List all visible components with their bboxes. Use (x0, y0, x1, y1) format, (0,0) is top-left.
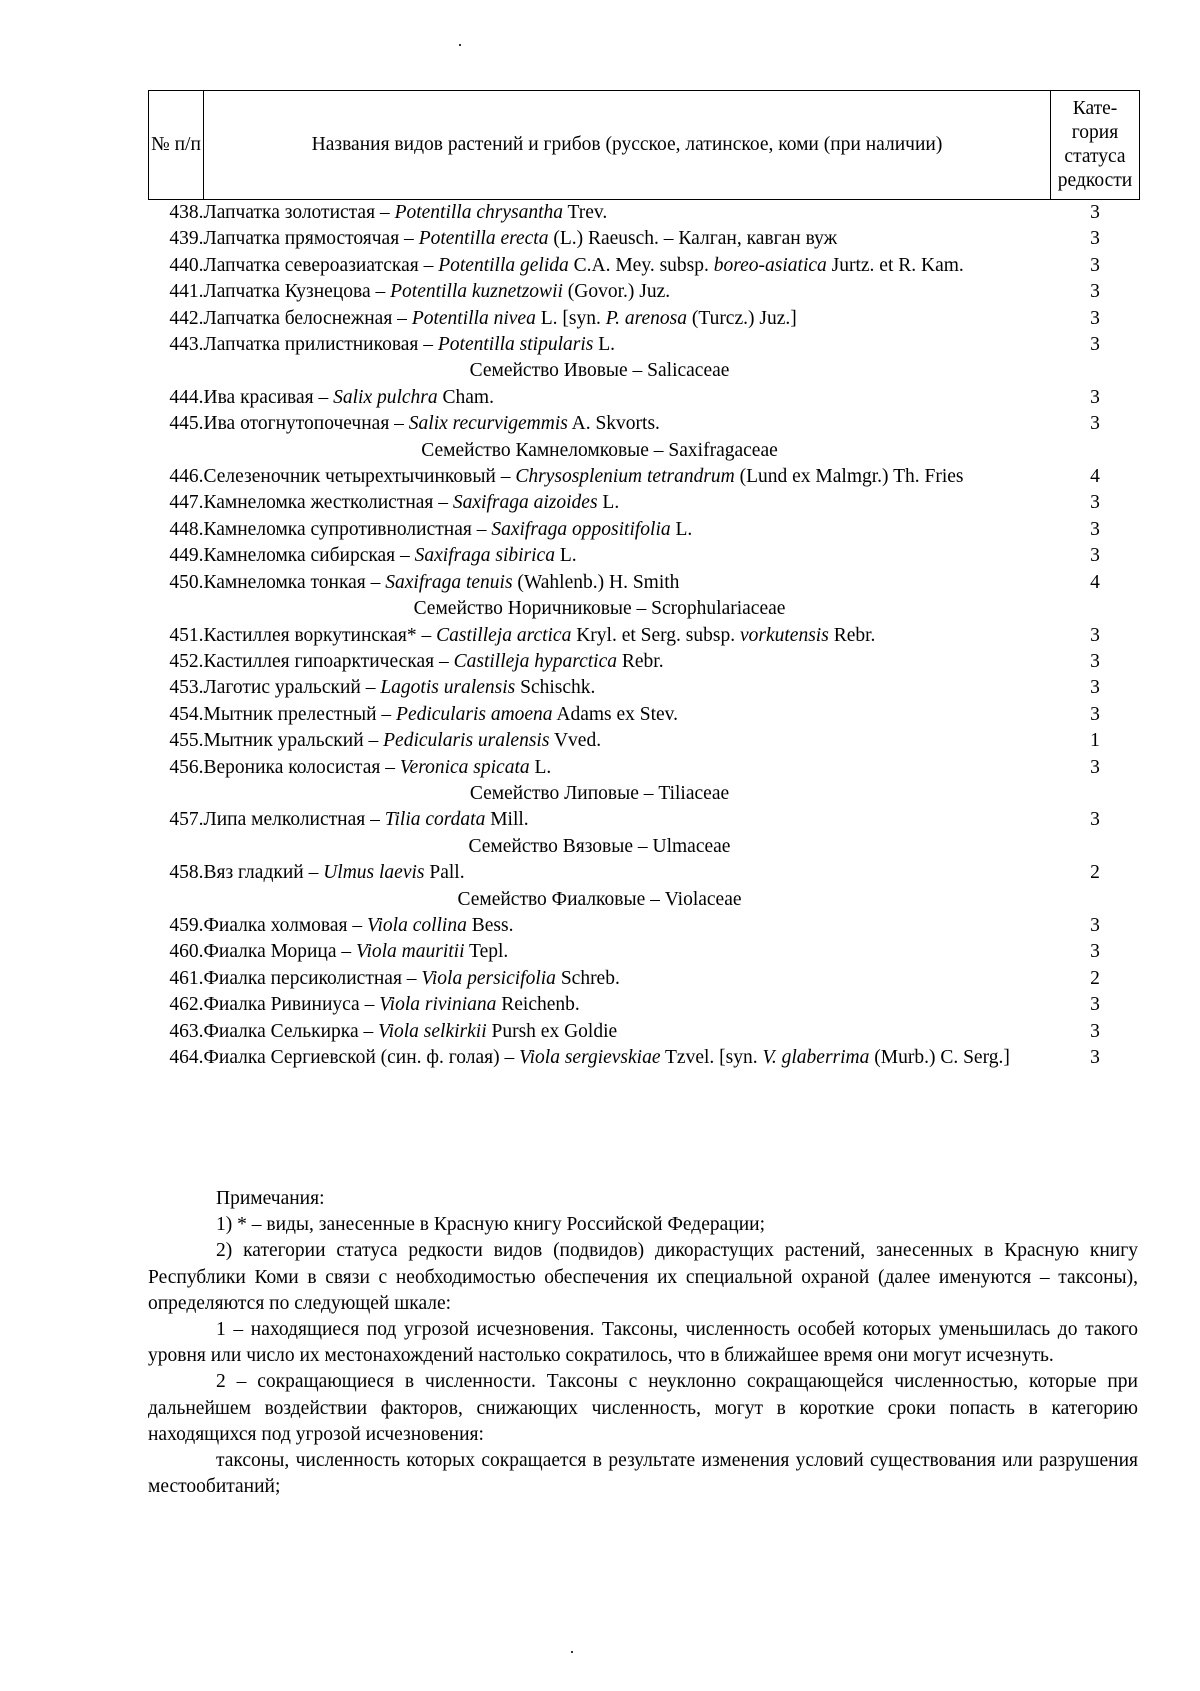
species-name (204, 755, 1051, 781)
name-authority: Cham. (437, 386, 494, 408)
species-row (149, 517, 1140, 543)
species-number: 458. (169, 862, 204, 884)
family-heading: Семейство Липовые – Tiliaceae (469, 782, 730, 804)
name-russian: Вероника колосистая – (203, 756, 400, 778)
rarity-category: 3 (1090, 202, 1100, 223)
name-authority: Pursh ex Goldie (486, 1020, 618, 1042)
name-latin: Viola riviniana (379, 994, 497, 1016)
species-name (204, 939, 1051, 965)
species-number: 443. (169, 334, 204, 356)
name-latin: Viola mauritii (356, 941, 465, 963)
name-russian: Ива отогнутопочечная – (203, 413, 409, 435)
species-row (149, 570, 1140, 596)
species-row (149, 306, 1140, 332)
species-name (204, 490, 1051, 516)
species-name (204, 226, 1051, 252)
name-russian: Лапчатка прилистниковая – (203, 334, 438, 356)
name-authority: C.A. Mey. subsp. (568, 254, 714, 276)
category-1-description: 1 – находящиеся под угрозой исчезновения. Таксоны, численность особей которых уменьшилась до такого уровня или число их местонахождений настолько сократилось, что в ближайшее время они могут исчезнуть. (148, 1319, 1138, 1367)
name-russian: Фиалка персиколистная – (203, 967, 422, 989)
species-number: 451. (169, 624, 204, 646)
name-latin: Viola persicifolia (421, 967, 556, 989)
header-name: Названия видов растений и грибов (русское, латинское, коми (при наличии) (204, 91, 1051, 200)
rarity-category: 3 (1090, 545, 1100, 567)
rarity-category: 3 (1090, 492, 1100, 514)
species-number: 447. (169, 492, 204, 514)
species-table (148, 90, 1140, 1071)
name-authority: (L.) Raeusch. – Калган, кавган вуж (548, 228, 838, 250)
name-russian: Лапчатка прямостоячая – (203, 228, 419, 250)
name-authority: Reichenb. (496, 994, 580, 1016)
name-russian: Мытник уральский – (203, 730, 384, 752)
rarity-category: 3 (1090, 941, 1100, 963)
species-name (204, 411, 1051, 437)
family-category-empty (1051, 887, 1140, 913)
species-number: 459. (169, 914, 204, 936)
name-latin: Pedicularis amoena (396, 703, 553, 725)
name-latin: Pedicularis uralensis (383, 730, 550, 752)
name-authority: (Govor.) Juz. (562, 281, 671, 303)
species-number: 439. (169, 228, 204, 250)
scan-speck (459, 44, 461, 46)
species-name (204, 464, 1051, 490)
name-russian: Селезеночник четырехтычинковый – (203, 466, 516, 488)
species-row (149, 807, 1140, 833)
rarity-category: 2 (1090, 862, 1100, 884)
name-authority: L. [syn. (535, 307, 606, 329)
species-number: 438. (169, 202, 204, 223)
family-row (149, 358, 1140, 384)
family-row (149, 438, 1140, 464)
name-latin: Potentilla erecta (418, 228, 549, 250)
family-row (149, 596, 1140, 622)
species-number: 463. (169, 1020, 204, 1042)
rarity-category: 3 (1090, 254, 1100, 276)
name-latin: Castilleja arctica (436, 624, 572, 646)
name-latin: Castilleja hyparctica (453, 650, 617, 672)
species-row (149, 200, 1140, 227)
species-row (149, 279, 1140, 305)
name-authority-extra: Rebr. (828, 624, 876, 646)
species-row (149, 728, 1140, 754)
name-russian: Фиалка Сергиевской (син. ф. голая) – (203, 1047, 520, 1068)
name-russian: Фиалка холмовая – (203, 914, 368, 936)
family-row (149, 781, 1140, 807)
species-name (204, 543, 1051, 569)
species-number: 453. (169, 677, 204, 699)
species-name (204, 200, 1051, 227)
table-header-row (149, 91, 1140, 200)
name-russian: Кастиллея воркутинская* – (203, 624, 437, 646)
family-heading: Семейство Вязовые – Ulmaceae (468, 835, 731, 857)
notes-title: Примечания: (216, 1188, 325, 1209)
name-authority-extra: (Murb.) C. Serg.] (869, 1047, 1010, 1068)
species-row (149, 490, 1140, 516)
species-row (149, 411, 1140, 437)
name-russian: Камнеломка сибирская – (203, 545, 415, 567)
species-number: 462. (169, 994, 204, 1016)
species-number: 445. (169, 413, 204, 435)
rarity-category: 4 (1090, 466, 1100, 488)
species-row (149, 649, 1140, 675)
species-row (149, 226, 1140, 252)
species-number: 440. (169, 254, 204, 276)
species-number: 448. (169, 518, 204, 540)
name-authority: Schischk. (515, 677, 596, 699)
name-russian: Лапчатка Кузнецова – (203, 281, 391, 303)
name-authority: Trev. (563, 202, 608, 223)
rarity-category: 3 (1090, 914, 1100, 936)
name-russian: Лапчатка белоснежная – (203, 307, 412, 329)
name-russian: Липа мелколистная – (203, 809, 385, 831)
name-latin: Viola collina (367, 914, 467, 936)
name-latin: Saxifraga tenuis (385, 571, 513, 593)
name-latin: Ulmus laevis (323, 862, 425, 884)
name-authority-extra: Jurtz. et R. Kam. (826, 254, 964, 276)
species-row (149, 939, 1140, 965)
species-name (204, 913, 1051, 939)
scan-speck (571, 1651, 573, 1653)
name-authority: L. (597, 492, 620, 514)
species-name (204, 385, 1051, 411)
species-name (204, 702, 1051, 728)
rarity-category: 3 (1090, 677, 1100, 699)
rarity-category: 3 (1090, 624, 1100, 646)
name-latin-extra: P. arenosa (605, 307, 687, 329)
rarity-category: 1 (1090, 730, 1100, 752)
family-heading: Семейство Ивовые – Salicaceae (469, 360, 730, 382)
name-russian: Вяз гладкий – (203, 862, 324, 884)
species-row (149, 1019, 1140, 1045)
name-authority: (Lund ex Malmgr.) Th. Fries (734, 466, 964, 488)
name-latin: Viola selkirkii (378, 1020, 487, 1042)
species-name (204, 1045, 1051, 1071)
name-latin: Lagotis uralensis (380, 677, 516, 699)
name-russian: Лаготис уральский – (203, 677, 381, 699)
note-2: 2) категории статуса редкости видов (подвидов) дикорастущих растений, занесенных в Красную книгу Республики Коми в связи с необходимостью обеспечения их специальной охраной (далее именуются – таксоны), определяются по следующей шкале: (148, 1240, 1138, 1314)
name-authority: Tzvel. [syn. (660, 1047, 763, 1068)
name-russian: Лапчатка золотистая – (203, 202, 395, 223)
family-heading: Семейство Камнеломковые – Saxifragaceae (421, 439, 778, 461)
name-authority: A. Skvorts. (567, 413, 660, 435)
name-russian: Камнеломка жестколистная – (203, 492, 453, 514)
name-latin: Saxifraga oppositifolia (491, 518, 671, 540)
note-1: 1) * – виды, занесенные в Красную книгу Российской Федерации; (216, 1214, 765, 1236)
name-russian: Мытник прелестный – (203, 703, 397, 725)
name-russian: Фиалка Морица – (203, 941, 356, 963)
species-number: 449. (169, 545, 204, 567)
name-russian: Фиалка Селькирка – (203, 1020, 379, 1042)
name-latin-extra: vorkutensis (739, 624, 829, 646)
species-name (204, 992, 1051, 1018)
family-category-empty (1051, 781, 1140, 807)
species-name (204, 966, 1051, 992)
species-name (204, 1019, 1051, 1045)
name-latin: Potentilla kuznetzowii (390, 281, 563, 303)
rarity-category: 3 (1090, 1047, 1100, 1068)
name-authority: Kryl. et Serg. subsp. (571, 624, 740, 646)
species-name (204, 279, 1051, 305)
name-russian: Лапчатка североазиатская – (203, 254, 439, 276)
species-row (149, 464, 1140, 490)
species-row (149, 966, 1140, 992)
name-latin: Chrysosplenium tetrandrum (515, 466, 735, 488)
rarity-category: 3 (1090, 281, 1100, 303)
name-russian: Ива красивая – (203, 386, 334, 408)
species-row (149, 860, 1140, 886)
rarity-category: 3 (1090, 228, 1100, 250)
name-authority: Adams ex Stev. (552, 703, 679, 725)
species-number: 442. (169, 307, 204, 329)
header-num: № п/п (149, 91, 204, 200)
name-authority: L. (554, 545, 577, 567)
species-name (204, 675, 1051, 701)
rarity-category: 4 (1090, 571, 1100, 593)
name-authority-extra: (Turcz.) Juz.] (686, 307, 797, 329)
name-russian: Камнеломка тонкая – (203, 571, 386, 593)
species-row (149, 755, 1140, 781)
family-row (149, 834, 1140, 860)
name-latin: Potentilla stipularis (437, 334, 594, 356)
species-row (149, 543, 1140, 569)
name-authority: Bess. (466, 914, 514, 936)
category-2-subitem: таксоны, численность которых сокращается в результате изменения условий существования или разрушения местообитаний; (148, 1450, 1138, 1498)
name-latin: Potentilla chrysantha (394, 202, 563, 223)
species-name (204, 306, 1051, 332)
species-row (149, 385, 1140, 411)
family-category-empty (1051, 834, 1140, 860)
header-category: Кате-гория статуса редкости (1051, 91, 1140, 200)
species-number: 456. (169, 756, 204, 778)
name-authority: Mill. (485, 809, 529, 831)
name-latin: Veronica spicata (399, 756, 530, 778)
name-authority: L. (670, 518, 693, 540)
species-row (149, 623, 1140, 649)
name-latin: Tilia cordata (384, 809, 486, 831)
name-authority: Schreb. (555, 967, 620, 989)
species-name (204, 807, 1051, 833)
species-row (149, 253, 1140, 279)
name-authority: Rebr. (616, 650, 664, 672)
rarity-category: 3 (1090, 307, 1100, 329)
species-row (149, 913, 1140, 939)
rarity-category: 2 (1090, 967, 1100, 989)
species-name (204, 570, 1051, 596)
family-heading: Семейство Норичниковые – Scrophulariaceae (413, 598, 786, 620)
species-number: 455. (169, 730, 204, 752)
species-row (149, 992, 1140, 1018)
rarity-category: 3 (1090, 386, 1100, 408)
name-latin: Saxifraga aizoides (452, 492, 598, 514)
name-latin: Salix pulchra (333, 386, 438, 408)
species-name (204, 860, 1051, 886)
name-latin: Potentilla nivea (411, 307, 536, 329)
name-latin: Viola sergievskiae (519, 1047, 661, 1068)
category-2-description: 2 – сокращающиеся в численности. Таксоны с неуклонно сокращающейся численностью, которые при дальнейшем воздействии факторов, снижающих численность, могут в короткие сроки попасть в категорию находящихся под угрозой исчезновения: (148, 1371, 1138, 1445)
name-russian: Кастиллея гипоарктическая – (203, 650, 454, 672)
name-latin-extra: V. glaberrima (762, 1047, 870, 1068)
species-name (204, 253, 1051, 279)
rarity-category: 3 (1090, 756, 1100, 778)
name-latin: Potentilla gelida (438, 254, 569, 276)
species-row (149, 702, 1140, 728)
species-number: 454. (169, 703, 204, 725)
rarity-category: 3 (1090, 413, 1100, 435)
name-authority: L. (529, 756, 552, 778)
species-number: 457. (169, 809, 204, 831)
family-category-empty (1051, 438, 1140, 464)
species-name (204, 649, 1051, 675)
rarity-category: 3 (1090, 650, 1100, 672)
family-category-empty (1051, 596, 1140, 622)
species-name (204, 623, 1051, 649)
species-row (149, 1045, 1140, 1071)
species-number: 461. (169, 967, 204, 989)
species-number: 450. (169, 571, 204, 593)
species-name (204, 517, 1051, 543)
rarity-category: 3 (1090, 703, 1100, 725)
species-number: 460. (169, 941, 204, 963)
name-authority: Vved. (549, 730, 602, 752)
rarity-category: 3 (1090, 1020, 1100, 1042)
species-number: 444. (169, 386, 204, 408)
species-number: 452. (169, 650, 204, 672)
name-authority: L. (593, 334, 616, 356)
rarity-category: 3 (1090, 809, 1100, 831)
name-russian: Фиалка Ривиниуса – (203, 994, 380, 1016)
rarity-category: 3 (1090, 334, 1100, 356)
rarity-category: 3 (1090, 518, 1100, 540)
notes-section (148, 1186, 1138, 1500)
rarity-category: 3 (1090, 994, 1100, 1016)
name-authority: (Wahlenb.) H. Smith (512, 571, 680, 593)
species-number: 441. (169, 281, 204, 303)
table-body (149, 200, 1140, 1072)
species-row (149, 332, 1140, 358)
family-row (149, 887, 1140, 913)
name-authority: Tepl. (464, 941, 509, 963)
species-number: 446. (169, 466, 204, 488)
species-number: 464. (169, 1047, 204, 1068)
species-row (149, 675, 1140, 701)
family-heading: Семейство Фиалковые – Violaceae (457, 888, 742, 910)
name-latin-extra: boreo-asiatica (713, 254, 827, 276)
species-name (204, 332, 1051, 358)
name-authority: Pall. (424, 862, 465, 884)
name-russian: Камнеломка супротивнолистная – (203, 518, 492, 540)
name-latin: Salix recurvigemmis (408, 413, 568, 435)
species-name (204, 728, 1051, 754)
family-category-empty (1051, 358, 1140, 384)
name-latin: Saxifraga sibirica (414, 545, 555, 567)
